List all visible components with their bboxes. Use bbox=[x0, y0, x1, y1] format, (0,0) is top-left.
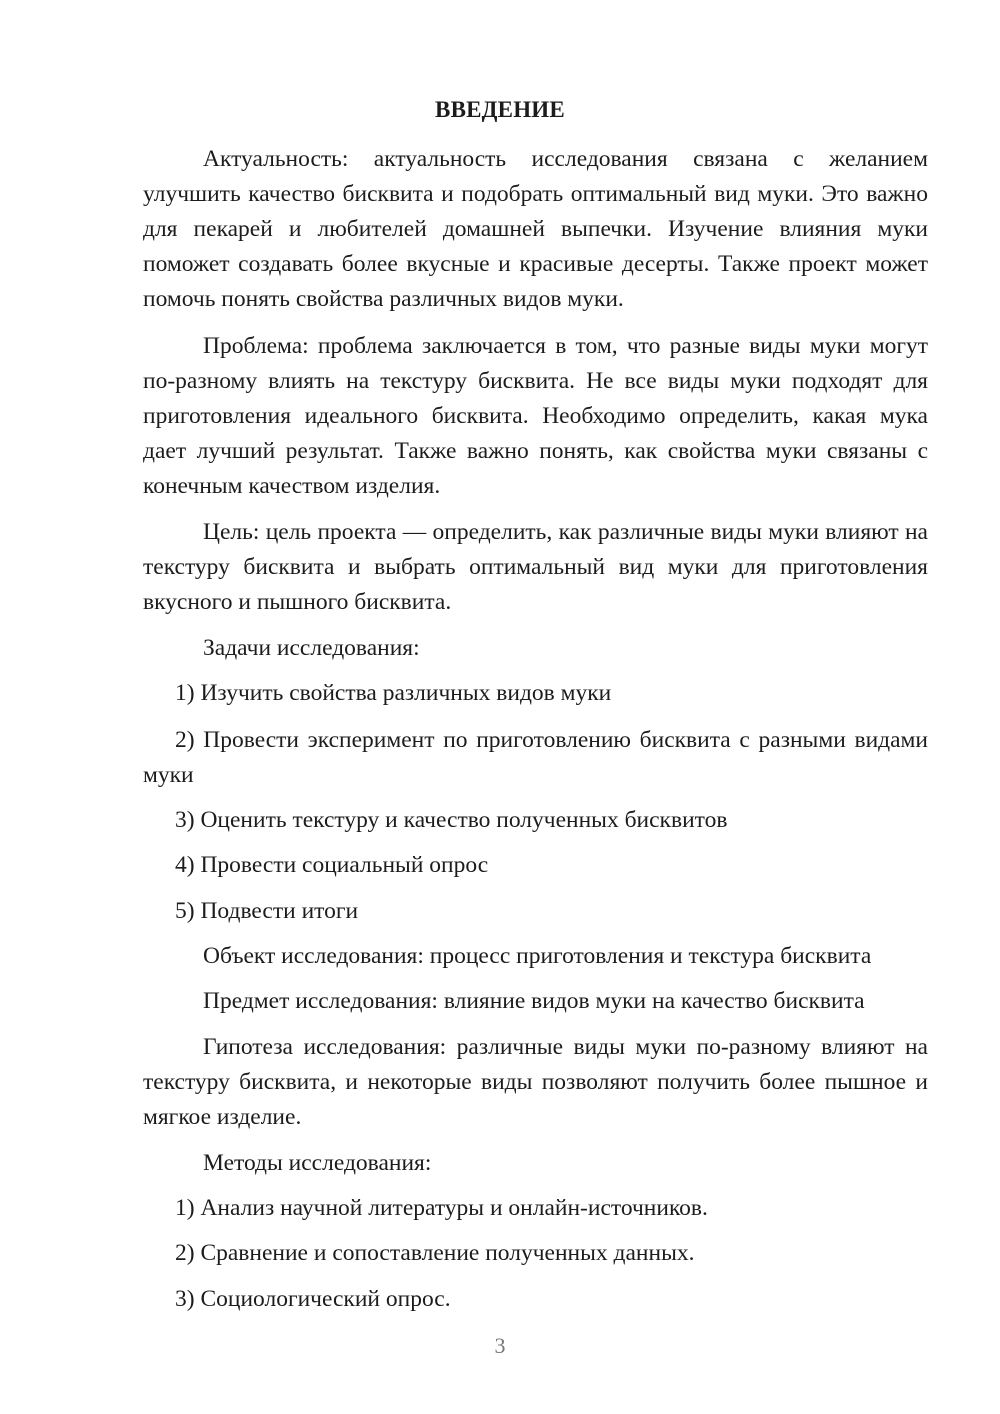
task-item: 3) Оценить текстуру и качество полученных бисквитов bbox=[175, 807, 728, 833]
subject-line: Предмет исследования: влияние видов муки на качество бисквита bbox=[203, 988, 865, 1014]
task-item: 1) Изучить свойства различных видов муки bbox=[175, 680, 612, 706]
tasks-title: Задачи исследования: bbox=[203, 635, 420, 661]
method-item: 2) Сравнение и сопоставление полученных данных. bbox=[175, 1240, 695, 1266]
hypothesis-paragraph: Гипотеза исследования: различные виды муки по-разному влияют на текстуру бисквита, и некоторые виды позволяют получить более пышное и мягкое изделие. bbox=[143, 1034, 928, 1130]
relevance-paragraph: Актуальность: актуальность исследования связана с желанием улучшить качество бисквита и подобрать оптимальный вид муки. Это важно для пекарей и любителей домашней выпечки. Изучение влияния муки поможет создавать более вкусные и красивые десерты. Также проект может помочь понять свойства различных видов муки. bbox=[143, 146, 928, 312]
methods-title: Методы исследования: bbox=[203, 1150, 432, 1176]
object-line: Объект исследования: процесс приготовления и текстура бисквита bbox=[203, 943, 872, 969]
task-item: 5) Подвести итоги bbox=[175, 898, 359, 924]
task-item: 4) Провести социальный опрос bbox=[175, 852, 489, 878]
section-heading: ВВЕДЕНИЕ bbox=[435, 97, 565, 122]
method-item: 3) Социологический опрос. bbox=[175, 1286, 451, 1312]
method-item: 1) Анализ научной литературы и онлайн-источников. bbox=[175, 1195, 708, 1221]
task-item: 2) Провести эксперимент по приготовлению бисквита с разными видами муки bbox=[143, 727, 928, 788]
problem-paragraph: Проблема: проблема заключается в том, что разные виды муки могут по-разному влиять на текстуру бисквита. Не все виды муки подходят для приготовления идеального бисквита. Необходимо определить, какая мука дает лучший результат. Также важно понять, как свойства муки связаны с конечным качеством изделия. bbox=[143, 333, 928, 499]
goal-paragraph: Цель: цель проекта — определить, как различные виды муки влияют на текстуру бисквита и выбрать оптимальный вид муки для приготовления вкусного и пышного бисквита. bbox=[143, 519, 928, 615]
page-number: 3 bbox=[494, 1333, 506, 1358]
